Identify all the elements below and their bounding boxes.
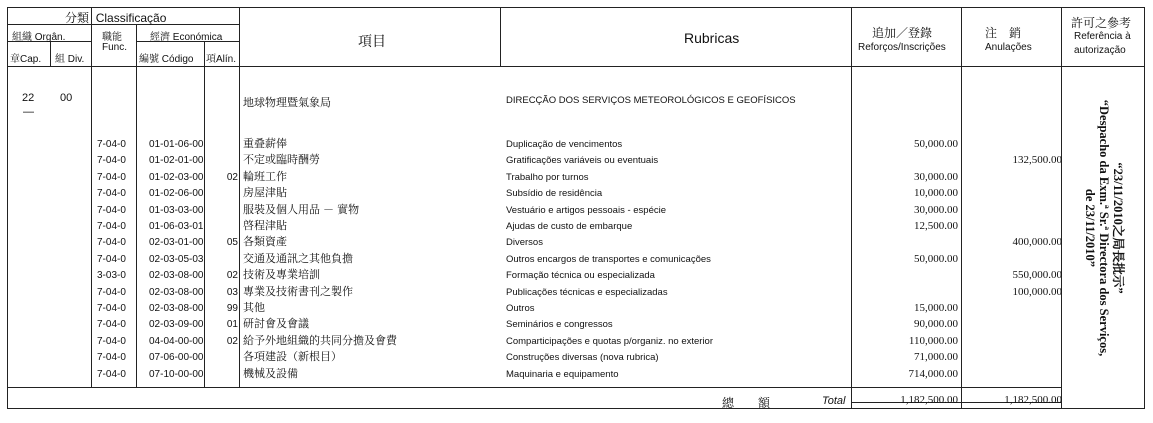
economica-header: 經濟 Económica [150,32,223,43]
table-row [0,349,1153,366]
cell-code: 02-03-09-00 [149,319,204,331]
total-label-cn: 總 額 [722,396,771,410]
table-row [0,136,1153,153]
cell-anulacao: 400,000.00 [1012,236,1062,249]
cell-func: 7-04-0 [97,155,126,167]
cell-pt: Subsídio de residência [506,188,603,200]
cell-code: 07-06-00-00 [149,352,204,364]
authorization-line-1: “23/11/2010之局長批示” [1110,162,1125,294]
cell-cn: 各類資產 [243,236,287,249]
cell-reforco: 50,000.00 [914,138,958,150]
referencia-header-cn: 許可之參考 [1071,16,1132,30]
cell-func: 7-04-0 [97,303,126,314]
func-header-pt: Func. [102,42,128,53]
cell-func: 7-04-0 [97,221,126,232]
cell-alin: 02 [226,171,238,183]
anulacoes-header-cn: 注 銷 [985,26,1022,40]
cell-pt: Construções diversas (nova rubrica) [506,352,659,364]
cell-anulacao: 100,000.00 [1012,285,1062,298]
table-row [0,202,1153,219]
cell-func: 7-04-0 [97,139,126,150]
cell-cn: 研討會及會議 [243,318,309,331]
cell-alin: 02 [226,270,238,282]
cell-reforco: 10,000.00 [914,187,958,200]
table-row [0,284,1153,301]
col-divider [50,41,51,66]
cell-pt: Trabalho por turnos [506,171,589,183]
cell-pt: Seminários e congressos [506,319,613,331]
div-header: 組 Div. [55,54,85,65]
table-row [0,218,1153,235]
cell-reforco: 12,500.00 [914,220,958,232]
reforcos-header-pt: Reforços/Inscrições [858,42,946,53]
table-row [0,267,1153,284]
cell-func: 7-04-0 [97,188,126,200]
total-top-line [7,387,1062,388]
table-row [0,152,1153,169]
department-name-pt: DIRECÇÃO DOS SERVIÇOS METEOROLÓGICOS E GEOFÍSICOS [506,95,796,106]
cell-pt: Outros [506,303,535,314]
cell-cn: 重叠薪俸 [243,138,287,150]
total-anulacoes: 1,182,500.00 [1004,394,1062,406]
cell-pt: Ajudas de custo de embarque [506,221,633,232]
cell-cn: 技術及專業培訓 [243,269,320,282]
cell-pt: Outros encargos de transportes e comunicações [506,253,711,265]
cell-code: 02-03-08-00 [149,270,204,282]
cell-reforco: 50,000.00 [914,252,958,265]
cell-reforco: 714,000.00 [908,367,958,380]
cell-reforco: 30,000.00 [914,203,958,216]
table-row [0,251,1153,268]
organica-header: 組織 Orgân. [12,32,66,43]
cell-code: 02-03-05-03 [149,253,204,265]
cell-pt: Vestuário e artigos pessoais - espécie [506,204,667,216]
cell-cn: 交通及通訊之其他負擔 [243,252,353,265]
cell-pt: Formação técnica ou especializada [506,270,655,282]
cell-alin: 05 [226,237,238,249]
cell-alin: 01 [226,319,238,331]
cell-pt: Duplicação de vencimentos [506,139,623,150]
cell-code: 01-06-03-01 [149,221,204,232]
alin-header: 項Alín. [206,54,237,65]
item-header: 項目 [358,33,386,49]
cell-func: 7-04-0 [97,319,126,331]
cell-func: 7-04-0 [97,368,126,380]
cell-code: 04-04-00-00 [149,335,204,347]
table-row [0,300,1153,317]
col-divider [500,7,501,67]
cell-reforco: 15,000.00 [914,302,958,314]
cell-reforco: 30,000.00 [914,170,958,183]
classificacao-header: 分類 Classificação [65,11,167,25]
cell-code: 02-03-08-00 [149,286,204,298]
cell-func: 7-04-0 [97,286,126,298]
table-row [0,234,1153,251]
cell-code: 02-03-01-00 [149,237,204,249]
cell-cn: 服裝及個人用品 － 實物 [243,203,360,216]
cell-func: 7-04-0 [97,237,126,249]
cell-cn: 機械及設備 [243,367,298,380]
cell-reforco: 71,000.00 [914,351,958,364]
cell-reforco: 90,000.00 [914,318,958,331]
cell-func: 7-04-0 [97,335,126,347]
cell-anulacao: 132,500.00 [1012,154,1062,167]
referencia-header-pt1: Referência à [1074,31,1131,42]
cell-cn: 房屋津貼 [243,187,287,200]
cell-code: 01-02-01-00 [149,155,204,167]
cell-cn: 各項建設（新根目） [243,351,342,364]
cell-pt: Diversos [506,237,543,249]
cap-header: 章Cap. [10,54,42,65]
cell-code: 02-03-08-00 [149,303,204,314]
cell-pt: Maquinaria e equipamento [506,368,619,380]
cell-alin: 03 [226,286,238,298]
table-row [0,185,1153,202]
cell-pt: Comparticipações e quotas p/organiz. no exterior [506,335,714,347]
department-name-cn: 地球物理暨氣象局 [243,97,331,109]
referencia-header-pt2: autorização [1074,45,1126,56]
cell-code: 01-02-06-00 [149,188,204,200]
func-header-cn: 職能 [102,32,122,43]
table-row [0,169,1153,186]
cap-value: 22 [22,92,35,104]
table-row [0,333,1153,350]
cell-pt: Publicações técnicas e especializadas [506,286,668,298]
total-reforcos: 1,182,500.00 [900,394,958,406]
div-value: 00 [60,92,73,104]
cell-alin: 99 [226,303,238,314]
cell-code: 01-03-03-00 [149,204,204,216]
cell-code: 01-01-06-00 [149,139,204,150]
cell-cn: 啓程津貼 [243,220,287,232]
cell-pt: Gratificações variáveis ou eventuais [506,155,659,167]
anulacoes-header-pt: Anulações [985,42,1032,53]
cell-anulacao: 550,000.00 [1012,269,1062,282]
authorization-line-3: de 23/11/2010” [1082,188,1097,268]
cell-reforco: 110,000.00 [908,334,958,347]
total-label-pt: Total [822,395,846,407]
cell-func: 7-04-0 [97,171,126,183]
cell-func: 7-04-0 [97,253,126,265]
authorization-reference [1062,68,1145,388]
cell-cn: 輪班工作 [243,170,287,183]
table-row [0,316,1153,333]
authorization-line-2: “Despacho da Exm.ª Sr.ª Directora dos Serviços, [1096,99,1111,357]
cell-cn: 其他 [243,302,265,314]
cell-func: 7-04-0 [97,204,126,216]
cap-dash: — [23,106,34,118]
table-row [0,366,1153,383]
cell-alin: 02 [226,335,238,347]
cell-func: 7-04-0 [97,352,126,364]
reforcos-header-cn: 追加／登錄 [872,26,933,40]
cell-code: 01-02-03-00 [149,171,204,183]
cell-func: 3-03-0 [97,270,126,282]
cell-cn: 給予外地組織的共同分擔及會費 [243,334,397,347]
codigo-header: 編號 Código [139,54,194,65]
rubricas-header: Rubricas [684,30,740,46]
header-bottom-line [7,66,1145,67]
cell-cn: 不定或臨時酬勞 [243,154,320,167]
cell-cn: 專業及技術書刊之製作 [243,285,353,298]
cell-code: 07-10-00-00 [149,368,204,380]
